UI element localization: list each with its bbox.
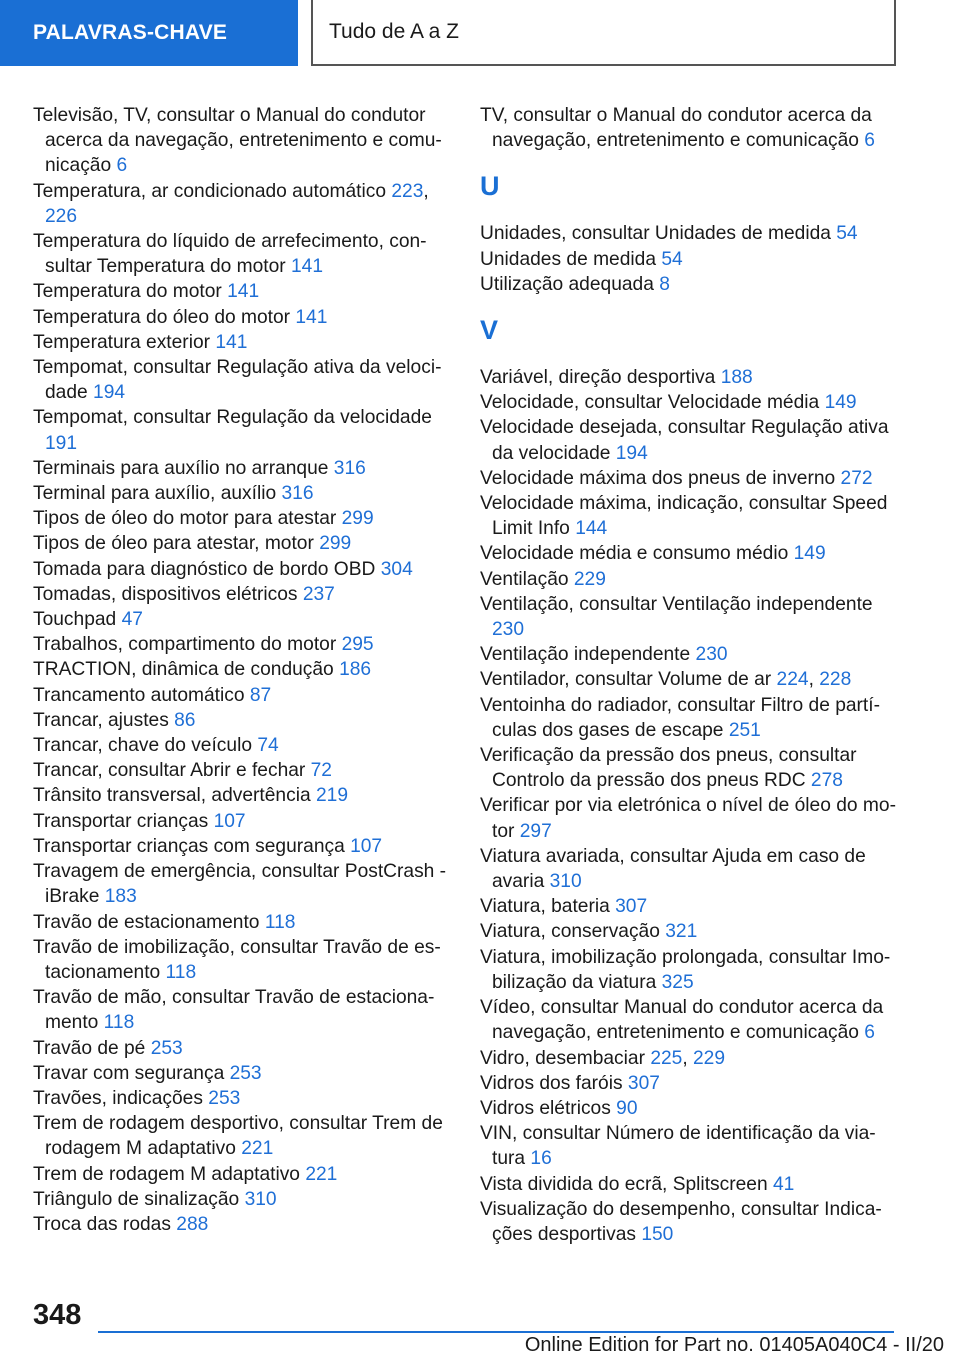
index-entry-text: Ventilador, consultar Volume de ar: [480, 669, 772, 691]
index-entry-text: Tempomat, consultar Regulação ativa da velocidade: [33, 357, 442, 404]
index-entry-text: Utilização adequada: [480, 273, 654, 295]
page-reference-link[interactable]: 272: [840, 467, 873, 489]
index-entry-text: Travar com segurança: [33, 1062, 225, 1084]
index-entry: [33, 657, 453, 682]
index-entry: [33, 229, 453, 279]
page-reference-link[interactable]: 6: [864, 130, 875, 152]
index-entry-text: Travagem de emergência, consultar PostCrash - iBrake: [33, 861, 447, 908]
index-entry: [33, 733, 453, 758]
index-entry-text: Travão de imobilização, consultar Travão de estacionamento: [33, 936, 441, 983]
index-entry-text: VIN, consultar Número de identificação da viatura: [480, 1123, 876, 1170]
index-entry: [480, 919, 900, 944]
page-reference-link[interactable]: 118: [264, 911, 296, 933]
page-reference-link[interactable]: 307: [627, 1072, 660, 1094]
page-reference-link[interactable]: 107: [350, 835, 383, 857]
index-entry: [480, 743, 900, 793]
index-entry: [33, 305, 453, 330]
page-reference-link[interactable]: 141: [291, 256, 324, 278]
index-entry-text: Velocidade média e consumo médio: [480, 543, 789, 565]
page-reference-link[interactable]: 87: [249, 684, 272, 706]
index-entry: [33, 279, 453, 304]
index-entry: [33, 1111, 453, 1161]
index-entry: [33, 330, 453, 355]
index-entry: [33, 1162, 453, 1187]
index-entry-text: Verificação da pressão dos pneus, consultar Controlo da pressão dos pneus RDC: [480, 745, 857, 792]
index-entry: [480, 415, 900, 465]
page-reference-link[interactable]: 295: [341, 634, 374, 656]
index-entry: [480, 667, 900, 692]
index-entry: [480, 103, 900, 153]
index-entry: [33, 1187, 453, 1212]
index-entry-text: Variável, direção desportiva: [480, 367, 716, 389]
page-reference-link[interactable]: 194: [615, 442, 648, 464]
page-reference-link[interactable]: 74: [257, 735, 279, 757]
index-entry-text: Temperatura do óleo do motor: [33, 306, 291, 328]
index-letter-v: V: [480, 315, 499, 346]
page-reference-link[interactable]: 54: [661, 248, 683, 270]
index-entry-text: Temperatura do líquido de arrefecimento, consultar Temperatura do motor: [33, 231, 427, 278]
page-reference-link[interactable]: 321: [665, 921, 698, 943]
index-entry: [33, 859, 453, 909]
page-reference-link[interactable]: 253: [229, 1062, 262, 1084]
page-reference-link[interactable]: 144: [575, 518, 608, 540]
index-entry: [33, 783, 453, 808]
index-entry-text: Temperatura exterior: [33, 331, 211, 353]
index-entry-text: Tipos de óleo para atestar, motor: [33, 533, 314, 555]
page-reference-link[interactable]: 229: [573, 568, 606, 590]
index-entry: [480, 1046, 900, 1071]
index-entry: [480, 541, 900, 566]
footer-divider: [98, 1331, 894, 1333]
page-reference-link[interactable]: 226: [45, 205, 78, 227]
index-entry-text: Visualização do desempenho, consultar Indicações desportivas: [480, 1198, 882, 1245]
index-entry: [480, 491, 900, 541]
index-entry-text: Ventilação: [480, 568, 569, 590]
index-entry-text: Trancar, chave do veículo: [33, 735, 252, 757]
footer-edition: Online Edition for Part no. 01405A040C4 - II/20: [524, 1334, 944, 1356]
index-entry: [480, 1096, 900, 1121]
index-entry: [33, 531, 453, 556]
index-entry: [480, 793, 900, 843]
page-reference-link[interactable]: 8: [659, 273, 670, 295]
index-entry-text: Travão de estacionamento: [33, 911, 260, 933]
page-reference-link[interactable]: 183: [104, 886, 137, 908]
index-entry: [480, 894, 900, 919]
index-entry-text: Viatura, imobilização prolongada, consultar Imobilização da viatura: [480, 946, 891, 993]
index-entry-text: Trancamento automático: [33, 684, 245, 706]
page-reference-link[interactable]: 310: [549, 871, 582, 893]
index-entry-text: Viatura avariada, consultar Ajuda em caso de avaria: [480, 845, 866, 893]
index-entry: [33, 179, 453, 229]
index-entry-text: TRACTION, dinâmica de condução: [33, 659, 334, 681]
index-entry-text: Terminais para auxílio no arranque: [33, 457, 329, 479]
page-reference-link[interactable]: 86: [174, 709, 196, 731]
index-entry-text: Tipos de óleo do motor para atestar: [33, 508, 337, 530]
page-reference-link[interactable]: 72: [310, 760, 332, 782]
index-entry-text: Verificar por via eletrónica o nível de óleo do motor: [480, 795, 896, 842]
index-entry: [480, 247, 900, 272]
page-reference-link[interactable]: 186: [339, 659, 372, 681]
page-reference-link[interactable]: 149: [824, 392, 857, 414]
index-entry: [33, 683, 453, 708]
index-entry: [33, 632, 453, 657]
page-reference-link[interactable]: 251: [728, 719, 761, 741]
page-reference-link[interactable]: 230: [492, 619, 525, 641]
index-entry: [33, 1036, 453, 1061]
page-reference-link[interactable]: 299: [319, 533, 352, 555]
index-entry-text: Velocidade máxima, indicação, consultar Speed Limit Info: [480, 493, 888, 540]
page-reference-link[interactable]: 6: [864, 1022, 875, 1044]
page-reference-link[interactable]: 221: [305, 1163, 338, 1185]
index-entry: [33, 809, 453, 834]
index-entry-text: Vista dividida do ecrã, Splitscreen: [480, 1173, 768, 1195]
index-entry: [33, 607, 453, 632]
page-reference-link[interactable]: 224: [776, 669, 809, 691]
header-section-title: Tudo de A a Z: [311, 0, 896, 66]
index-entry: [480, 221, 900, 246]
index-entry: [480, 1071, 900, 1096]
page-reference-link[interactable]: 141: [227, 281, 260, 303]
index-entry: [480, 567, 900, 592]
index-entry-text: TV, consultar o Manual do condutor acerca da navegação, entretenimento e comunicação: [480, 105, 872, 152]
index-entry: [480, 995, 900, 1045]
index-entry: [480, 592, 900, 642]
index-entry-text: Viatura, conservação: [480, 921, 660, 943]
index-entry: [33, 834, 453, 859]
page-reference-link[interactable]: 253: [150, 1037, 183, 1059]
page-reference-link[interactable]: 278: [810, 770, 843, 792]
index-entry: [33, 1061, 453, 1086]
index-entry: [33, 405, 453, 455]
index-entry: [33, 355, 453, 405]
index-entry: [33, 708, 453, 733]
index-entry-text: Tomada para diagnóstico de bordo OBD: [33, 558, 376, 580]
index-entry-text: Temperatura, ar condicionado automático: [33, 180, 387, 202]
index-entry: [480, 1172, 900, 1197]
index-entry-text: Trabalhos, compartimento do motor: [33, 634, 337, 656]
index-group-u: [480, 221, 900, 297]
index-entry: [480, 945, 900, 995]
page-reference-link[interactable]: 16: [530, 1148, 552, 1170]
page-reference-link[interactable]: 191: [45, 432, 78, 454]
index-entry: [33, 456, 453, 481]
page-reference-link[interactable]: 188: [720, 367, 753, 389]
index-entry-text: Trem de rodagem M adaptativo: [33, 1163, 300, 1185]
page-reference-link[interactable]: 316: [281, 483, 314, 505]
index-entry-text: Travão de pé: [33, 1037, 146, 1059]
index-entry-text: Terminal para auxílio, auxílio: [33, 483, 277, 505]
index-entry: [33, 758, 453, 783]
index-entry-text: Vídeo, consultar Manual do condutor acerca da navegação, entretenimento e comunicação: [480, 997, 884, 1044]
index-letter-u: U: [480, 171, 500, 202]
page-separator: ,: [423, 180, 429, 202]
page-reference-link[interactable]: 150: [641, 1223, 674, 1245]
page-reference-link[interactable]: 141: [295, 306, 328, 328]
index-entry-text: Viatura, bateria: [480, 896, 610, 918]
index-entry-text: Trancar, consultar Abrir e fechar: [33, 760, 306, 782]
index-entry-text: Ventoinha do radiador, consultar Filtro de partículas dos gases de escape: [480, 694, 880, 741]
index-entry: [33, 506, 453, 531]
index-entry: [480, 390, 900, 415]
page-reference-link[interactable]: 253: [208, 1087, 241, 1109]
page-reference-link[interactable]: 194: [93, 382, 126, 404]
index-entry-text: Ventilação, consultar Ventilação independente: [480, 593, 873, 615]
index-column-left: [33, 103, 453, 1237]
index-entry-text: Tempomat, consultar Regulação da velocidade: [33, 407, 432, 429]
page-reference-link[interactable]: 310: [244, 1188, 277, 1210]
page-reference-link[interactable]: 229: [693, 1047, 726, 1069]
page-reference-link[interactable]: 47: [121, 609, 143, 631]
index-entry: [480, 272, 900, 297]
index-entry-text: Vidro, desembaciar: [480, 1047, 645, 1069]
index-entry: [33, 1212, 453, 1237]
index-entry: [480, 365, 900, 390]
index-entry: [480, 693, 900, 743]
header-tab: PALAVRAS-CHAVE: [0, 0, 298, 66]
index-entry: [480, 1121, 900, 1171]
index-entry: [33, 910, 453, 935]
index-entry-text: Vidros dos faróis: [480, 1072, 623, 1094]
index-entry-text: Velocidade, consultar Velocidade média: [480, 392, 820, 414]
page-reference-link[interactable]: 316: [333, 457, 366, 479]
index-entry-text: Triângulo de sinalização: [33, 1188, 240, 1210]
page-reference-link[interactable]: 90: [616, 1097, 638, 1119]
page-reference-link[interactable]: 6: [116, 155, 128, 177]
index-entry-text: Trancar, ajustes: [33, 709, 169, 731]
index-entry-text: Transportar crianças com segurança: [33, 835, 345, 857]
page-reference-link[interactable]: 118: [165, 961, 197, 983]
page-reference-link[interactable]: 299: [341, 508, 374, 530]
index-entry: [480, 844, 900, 894]
index-entry-text: Vidros elétricos: [480, 1097, 611, 1119]
index-entry-text: Trânsito transversal, advertência: [33, 785, 311, 807]
index-entry: [33, 481, 453, 506]
index-group-v: [480, 365, 900, 1247]
index-entry-text: Tomadas, dispositivos elétricos: [33, 583, 298, 605]
page-separator: ,: [808, 669, 814, 691]
page-reference-link[interactable]: 118: [103, 1012, 135, 1034]
index-entry-text: Televisão, TV, consultar o Manual do condutor acerca da navegação, entretenimento e comunicação: [33, 105, 442, 177]
index-entry-text: Ventilação independente: [480, 644, 691, 666]
index-entry-text: Velocidade máxima dos pneus de inverno: [480, 467, 836, 489]
index-entry: [480, 642, 900, 667]
index-entry-text: Velocidade desejada, consultar Regulação ativa da velocidade: [480, 417, 889, 464]
page-reference-link[interactable]: 288: [176, 1213, 209, 1235]
page-reference-link[interactable]: 228: [819, 669, 852, 691]
index-entry: [33, 935, 453, 985]
index-entry: [33, 985, 453, 1035]
index-entry-text: Troca das rodas: [33, 1213, 171, 1235]
index-entry: [33, 1086, 453, 1111]
index-entry: [33, 557, 453, 582]
page-number: 348: [33, 1299, 82, 1331]
index-entry-text: Unidades, consultar Unidades de medida: [480, 223, 831, 245]
index-entry-text: Travões, indicações: [33, 1087, 203, 1109]
index-entry: [33, 103, 453, 179]
index-entry-text: Unidades de medida: [480, 248, 657, 270]
index-entry-text: Trem de rodagem desportivo, consultar Trem de rodagem M adaptativo: [33, 1113, 443, 1160]
index-entry-text: Transportar crianças: [33, 810, 209, 832]
page-reference-link[interactable]: 230: [695, 644, 728, 666]
page-reference-link[interactable]: 141: [215, 331, 248, 353]
page-reference-link[interactable]: 54: [836, 223, 858, 245]
index-entry: [480, 1197, 900, 1247]
page-reference-link[interactable]: 297: [519, 820, 552, 842]
index-column-right: [480, 103, 900, 1247]
page-reference-link[interactable]: 304: [380, 558, 413, 580]
page-reference-link[interactable]: 41: [772, 1173, 795, 1195]
index-entry: [33, 582, 453, 607]
index-entry-text: Travão de mão, consultar Travão de estacionamento: [33, 987, 435, 1034]
index-entry-text: Touchpad: [33, 609, 117, 631]
page-reference-link[interactable]: 325: [661, 971, 694, 993]
index-entry-text: Temperatura do motor: [33, 281, 222, 303]
page-reference-link[interactable]: 225: [650, 1047, 683, 1069]
page-reference-link[interactable]: 223: [391, 180, 424, 202]
index-group-t-continued: [480, 103, 900, 153]
index-entry: [480, 466, 900, 491]
page-reference-link[interactable]: 237: [302, 583, 335, 605]
page-reference-link[interactable]: 221: [241, 1138, 274, 1160]
page-separator: ,: [682, 1047, 688, 1069]
page-reference-link[interactable]: 219: [315, 785, 348, 807]
page-reference-link[interactable]: 149: [793, 543, 826, 565]
page-reference-link[interactable]: 107: [213, 810, 246, 832]
page-reference-link[interactable]: 307: [615, 896, 648, 918]
